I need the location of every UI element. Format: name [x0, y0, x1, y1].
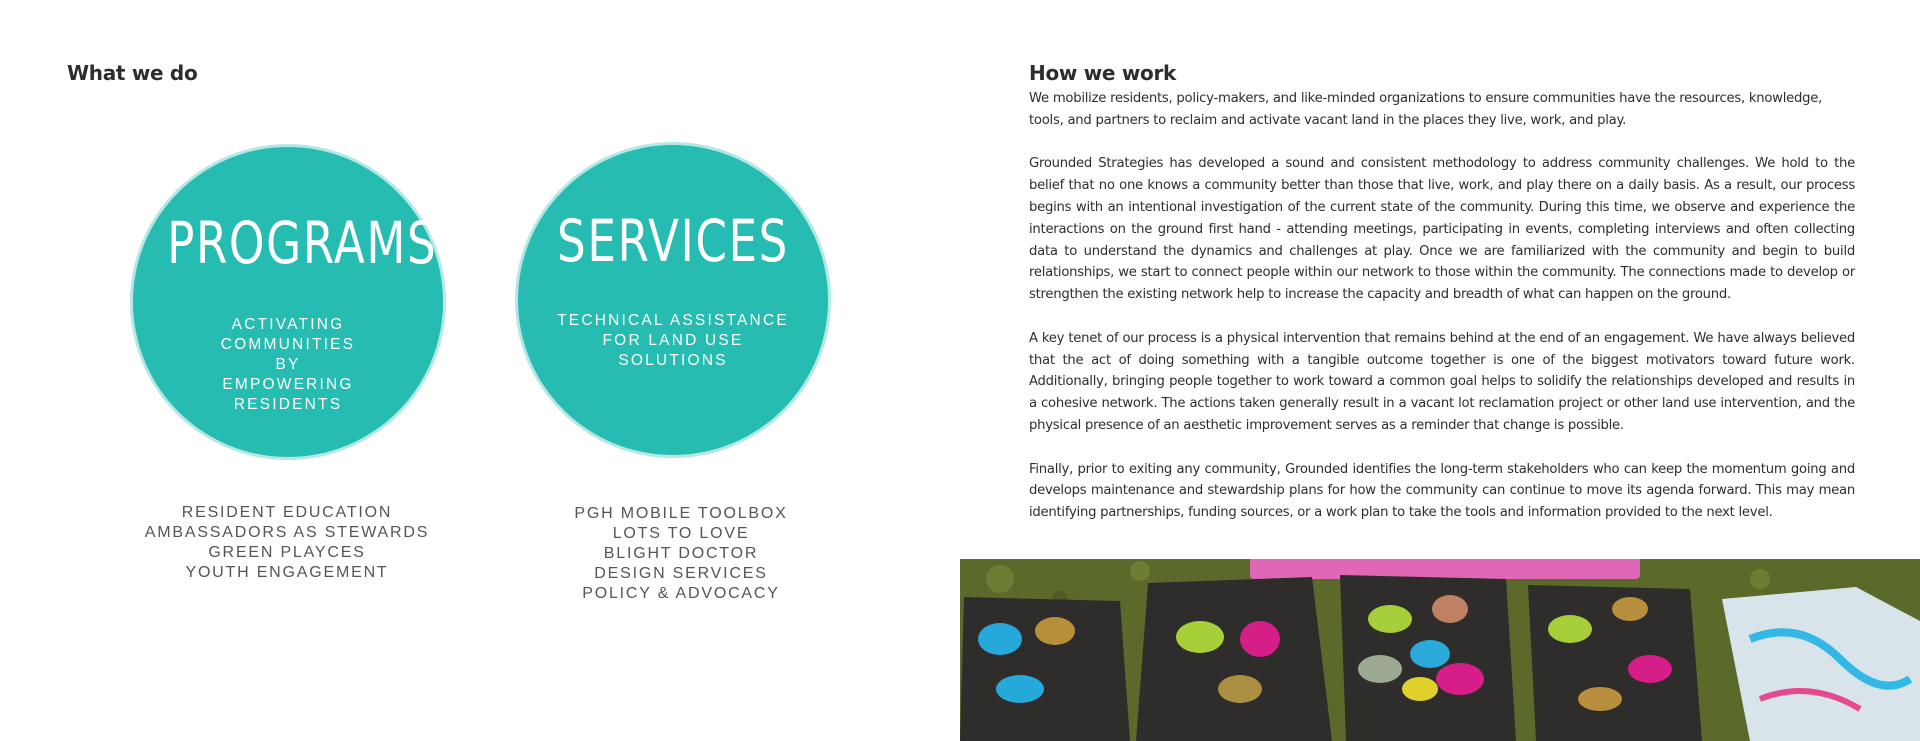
programs-subtitle: ACTIVATING COMMUNITIES BY EMPOWERING RESIDENTS — [220, 316, 356, 413]
list-item: AMBASSADORS AS STEWARDS — [144, 524, 430, 541]
programs-title: PROGRAMS — [167, 209, 438, 277]
paragraph: A key tenet of our process is a physical intervention that remains behind at the end of an engagement. We have always believed that the act of doing something with a tangible outcome together is one of the biggest motivators toward future work. Additionally, bringing people together to work toward a common goal helps to solidify the relationships developed and results in a cohesive network. The actions taken generally result in a vacant lot reclamation project or other land use intervention, and the physical presence of an aesthetic improvement serves as a reminder that change is possible. — [1029, 330, 1855, 433]
how-we-work-heading: How we work — [1029, 61, 1177, 85]
list-item: RESIDENT EDUCATION — [181, 504, 393, 521]
list-item: YOUTH ENGAGEMENT — [185, 564, 389, 581]
list-item: POLICY & ADVOCACY — [582, 585, 780, 602]
list-item: LOTS TO LOVE — [612, 525, 750, 542]
handprint-stepping-stones-photo — [960, 559, 1920, 741]
programs-list — [130, 503, 444, 583]
paragraph: We mobilize residents, policy-makers, and like-minded organizations to ensure communities have the resources, knowledge, tools, and partners to reclaim and activate vacant land in the places they live, work, and play. — [1029, 91, 1823, 128]
list-item: GREEN PLAYCES — [208, 544, 366, 561]
what-we-do-heading: What we do — [67, 61, 198, 85]
services-subtitle: TECHNICAL ASSISTANCE FOR LAND USE SOLUTIONS — [557, 312, 789, 369]
services-circle — [518, 145, 828, 455]
list-item: BLIGHT DOCTOR — [603, 545, 759, 562]
list-item: PGH MOBILE TOOLBOX — [574, 505, 788, 522]
paragraph: Finally, prior to exiting any community, Grounded identifies the long-term stakeholders who can keep the momentum going and develops maintenance and stewardship plans for how the community can continue to move its agenda forward. This may mean identifying partnerships, funding sources, or a work plan to take the tools and information provided to the next level. — [1029, 461, 1855, 521]
services-list — [526, 504, 836, 604]
paragraph: Grounded Strategies has developed a sound and consistent methodology to address community challenges. We hold to the belief that no one knows a community better than those that live, work, and play there on a daily basis. As a result, our process begins with an intentional investigation of the current state of the community. During this time, we observe and experience the interactions on the ground first hand - attending meetings, participating in events, completing interviews and often collecting data to understand the dynamics and challenges at play. Once we are familiarized with the community and begin to build relationships, we start to connect people within our network to those within the community. The connections made to develop or strengthen the existing network help to increase the capacity and breadth of what can happen on the ground. — [1029, 156, 1855, 303]
list-item: DESIGN SERVICES — [594, 565, 768, 582]
how-we-work-body — [1029, 88, 1855, 546]
services-title: SERVICES — [557, 207, 789, 275]
programs-circle — [133, 147, 443, 457]
